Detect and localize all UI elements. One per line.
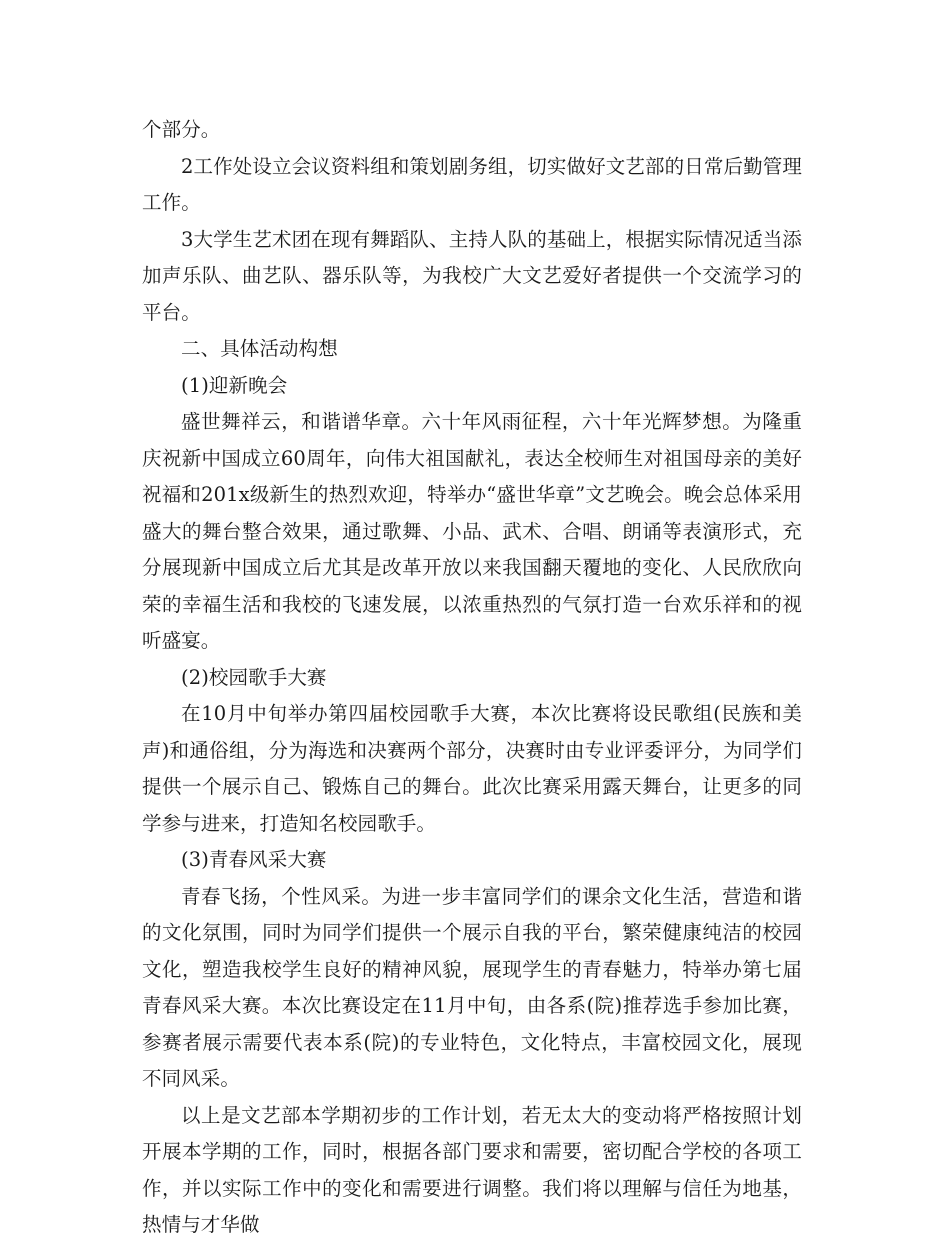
document-body <box>142 112 802 1244</box>
paragraph-welcome-gala: 盛世舞祥云，和谐谱华章。六十年风雨征程，六十年光辉梦想。为隆重庆祝新中国成立60周年，向伟大祖国献礼，表达全校师生对祖国母亲的美好祝福和201x级新生的热烈欢迎，特举办“盛世华章”文艺晚会。晚会总体采用盛大的舞台整合效果，通过歌舞、小品、武术、合唱、朗诵等表演形式，充分展现新中国成立后尤其是改革开放以来我国翻天覆地的变化、人民欣欣向荣的幸福生活和我校的飞速发展，以浓重热烈的气氛打造一台欢乐祥和的视听盛宴。 <box>142 410 802 652</box>
paragraph-youth-contest: 青春飞扬，个性风采。为进一步丰富同学们的课余文化生活，营造和谐的文化氛围，同时为同学们提供一个展示自我的平台，繁荣健康纯洁的校园文化，塑造我校学生良好的精神风貌，展现学生的青春魅力，特举办第七届青春风采大赛。本次比赛设定在11月中旬，由各系(院)推荐选手参加比赛，参赛者展示需要代表本系(院)的专业特色，文化特点，丰富校园文化，展现不同风采。 <box>142 884 802 1090</box>
activity-heading-singer-contest: (2)校园歌手大赛 <box>181 665 327 689</box>
paragraph-item-2: 2工作处设立会议资料组和策划剧务组，切实做好文艺部的日常后勤管理工作。 <box>142 154 802 214</box>
paragraph-continuation: 个部分。 <box>142 118 221 141</box>
paragraph-conclusion: 以上是文艺部本学期初步的工作计划，若无太大的变动将严格按照计划开展本学期的工作，同时，根据各部门要求和需要，密切配合学校的各项工作，并以实际工作中的变化和需要进行调整。我们将以理解与信任为地基，热情与才华做 <box>142 1103 802 1236</box>
paragraph-singer-contest: 在10月中旬举办第四届校园歌手大赛，本次比赛将设民歌组(民族和美声)和通俗组，分为海选和决赛两个部分，决赛时由专业评委评分，为同学们提供一个展示自己、锻炼自己的舞台。此次比赛采用露天舞台，让更多的同学参与进来，打造知名校园歌手。 <box>142 702 802 835</box>
activity-heading-youth-contest: (3)青春风采大赛 <box>181 848 327 871</box>
paragraph-item-3: 3大学生艺术团在现有舞蹈队、主持人队的基础上，根据实际情况适当添加声乐队、曲艺队、器乐队等，为我校广大文艺爱好者提供一个交流学习的平台。 <box>142 227 802 324</box>
section-heading-activities: 二、具体活动构想 <box>181 337 338 360</box>
activity-heading-welcome-gala: (1)迎新晚会 <box>181 373 288 397</box>
